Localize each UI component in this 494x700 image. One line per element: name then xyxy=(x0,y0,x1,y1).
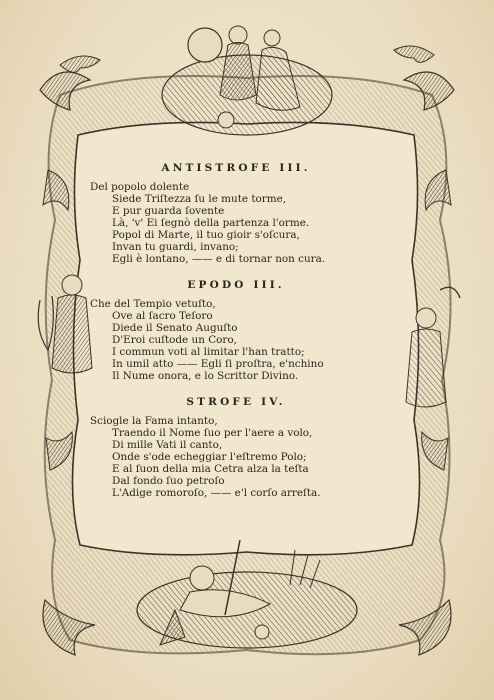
verse-line: Là, 'v' Ei ſegnò della partenza l'orme. xyxy=(112,217,310,229)
verse-line: Siede Triſtezza ſu le mute torme, xyxy=(112,193,287,205)
verse-line: Il Nume onora, e lo Scrittor Divino. xyxy=(112,370,299,382)
verse-line: Che del Tempio vetuſto, xyxy=(90,298,216,310)
verse-line: Invan tu guardi, invano; xyxy=(112,241,239,253)
verse-line: Di mille Vati il canto, xyxy=(112,439,223,451)
verse-line: Egli è lontano, —— e di tornar non cura. xyxy=(112,253,326,265)
verse-line: Ove al ſacro Teſoro xyxy=(112,310,213,322)
verse-line: Popol di Marte, il tuo gioir s'oſcura, xyxy=(112,229,300,241)
top-vignette-figures xyxy=(162,26,332,135)
section-heading-epodo: EPODO III. xyxy=(187,279,285,291)
verse-line: E pur guarda ſovente xyxy=(112,205,225,217)
poem-text xyxy=(86,148,386,528)
section-heading-antistrofe: ANTISTROFE III. xyxy=(161,162,311,174)
verse-line: Onde s'ode echeggiar l'eſtremo Polo; xyxy=(112,451,307,463)
section-heading-strofe: STROFE IV. xyxy=(186,396,286,408)
verse-line: Dal fondo ſuo petroſo xyxy=(112,475,225,487)
verse-line: L'Adige romoroſo, —— e'l corſo arreſta. xyxy=(112,487,321,499)
verse-line: Diede il Senato Auguſto xyxy=(112,322,238,334)
bird-left-icon xyxy=(60,56,100,72)
verse-line: D'Eroi cuſtode un Coro, xyxy=(112,334,237,346)
bird-right-icon xyxy=(394,46,434,62)
verse-line: In umil atto —— Egli ſi proſtra, e'nchino xyxy=(112,358,324,370)
verse-line: Sciogle la Fama intanto, xyxy=(90,415,218,427)
verse-line: I commun voti al limitar l'han tratto; xyxy=(112,346,305,358)
verse-line: E al ſuon della mia Cetra alza la teſta xyxy=(112,463,309,475)
verse-line: Traendo il Nome ſuo per l'aere a volo, xyxy=(112,427,313,439)
verse-line: Del popolo dolente xyxy=(90,181,190,193)
